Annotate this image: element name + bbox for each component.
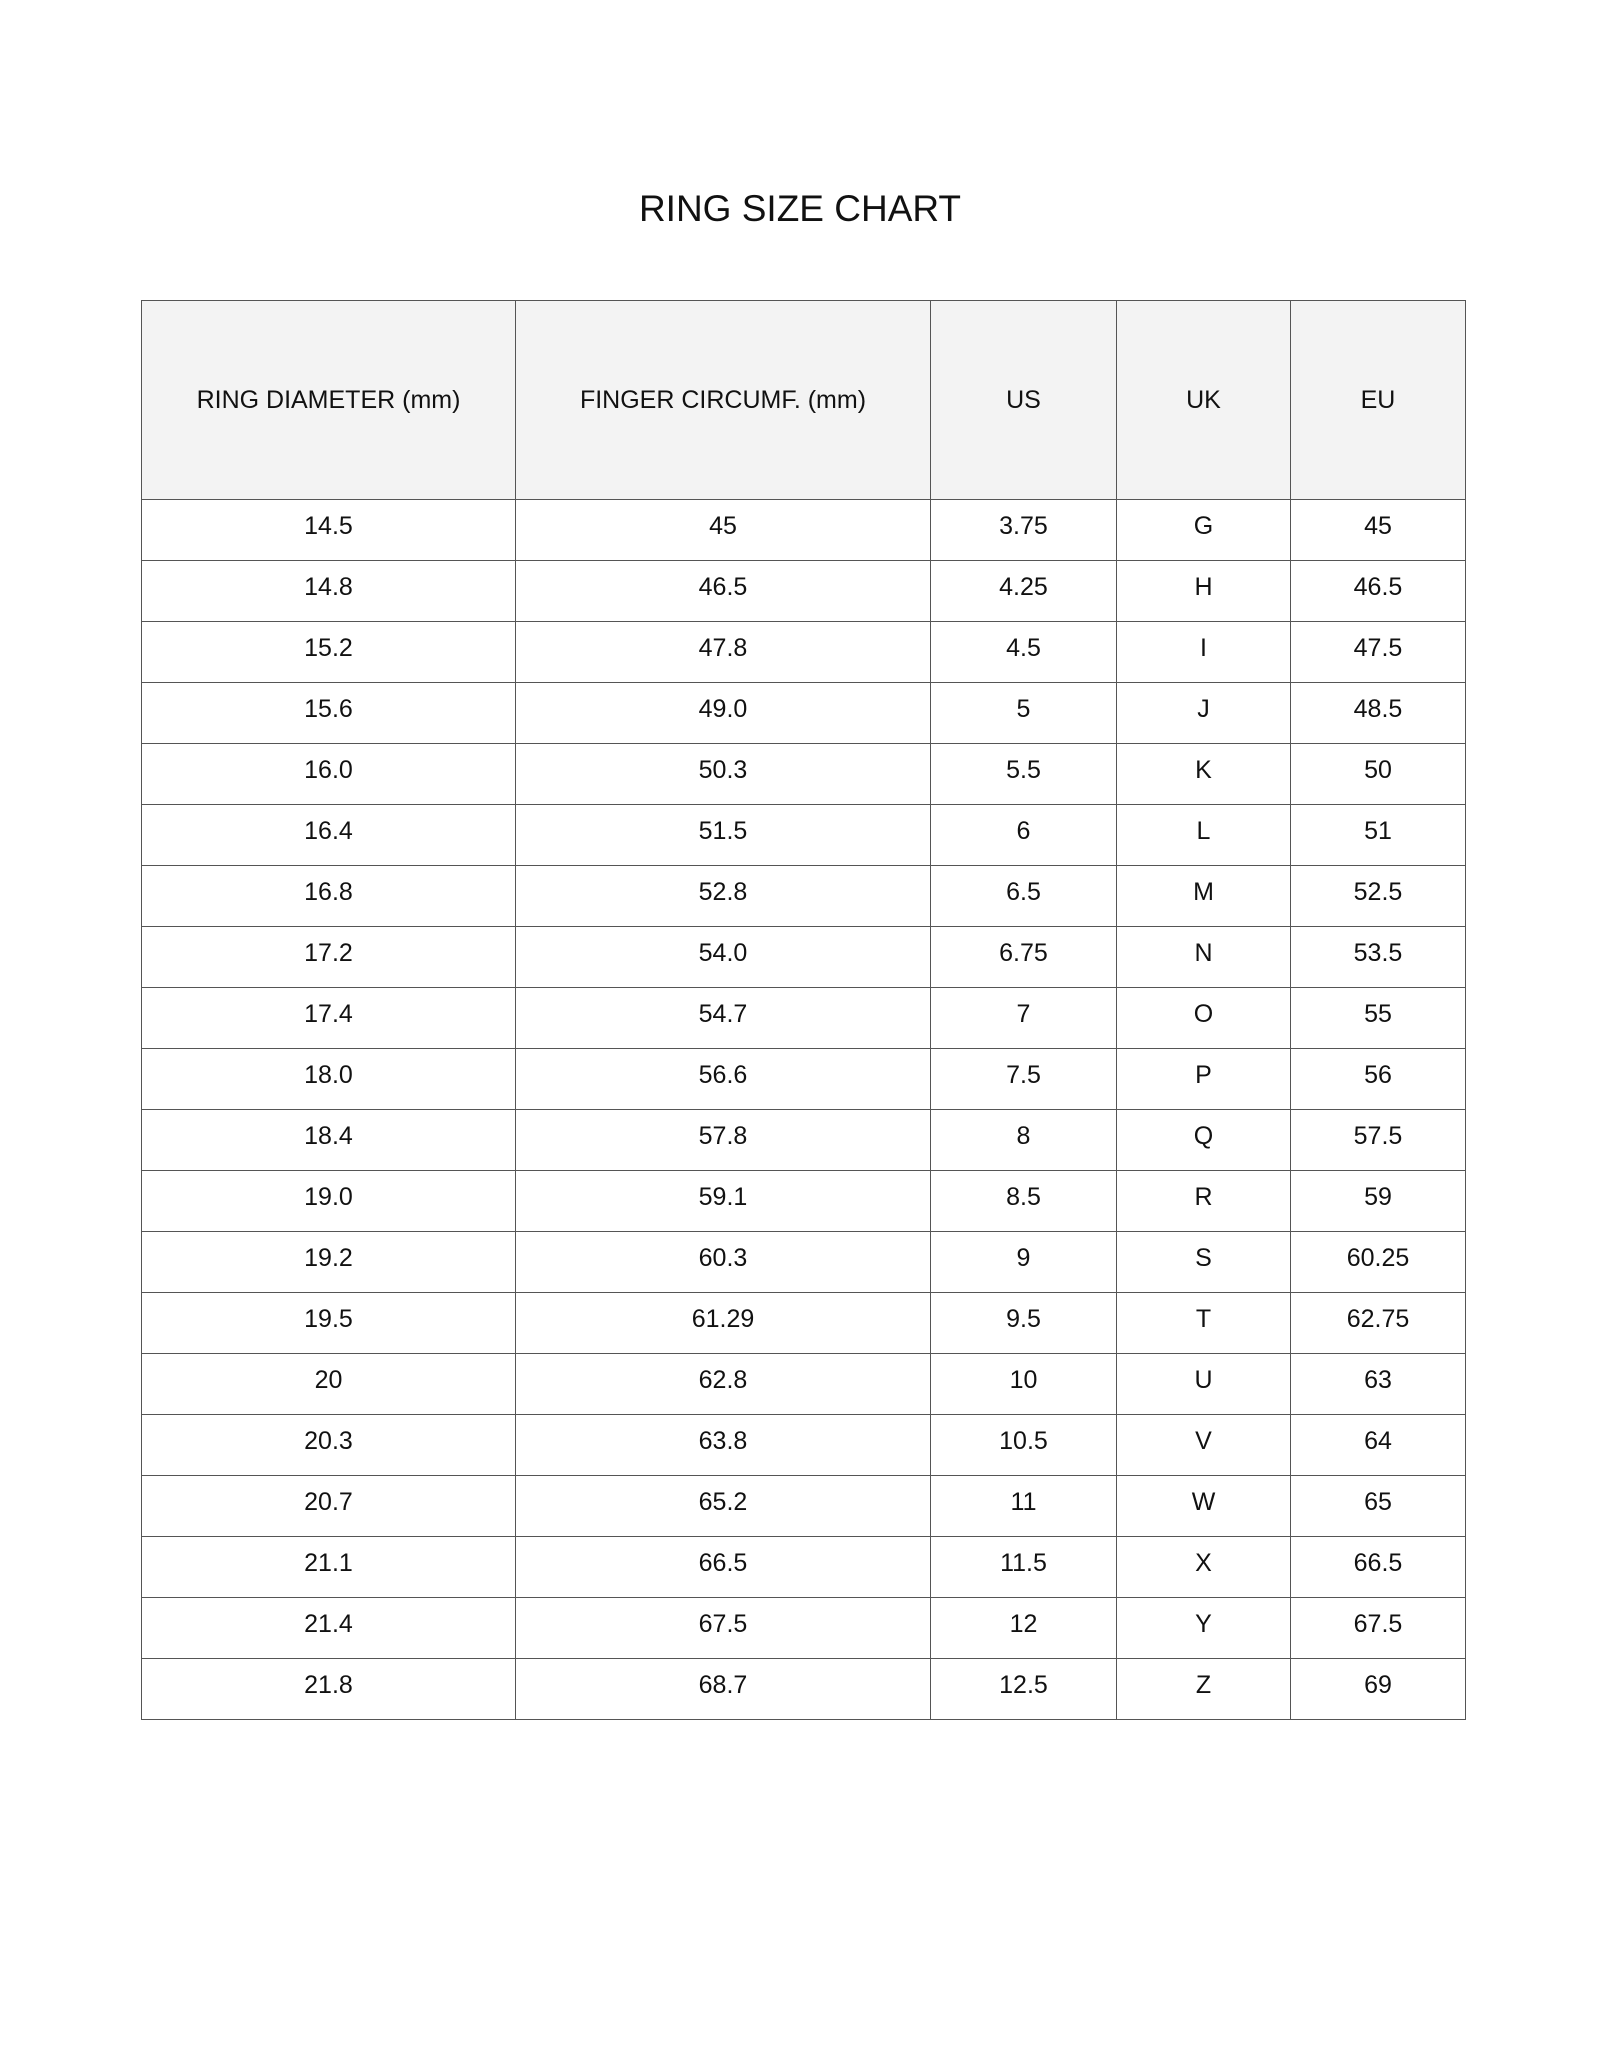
cell-finger-circumference: 67.5 [516, 1598, 931, 1659]
table-row [142, 561, 1466, 622]
cell-uk: I [1117, 622, 1291, 683]
cell-us: 12 [931, 1598, 1117, 1659]
cell-eu: 60.25 [1291, 1232, 1466, 1293]
table-row [142, 1171, 1466, 1232]
table-header-row [142, 301, 1466, 500]
cell-finger-circumference: 54.0 [516, 927, 931, 988]
cell-us: 6.75 [931, 927, 1117, 988]
cell-finger-circumference: 49.0 [516, 683, 931, 744]
cell-us: 5 [931, 683, 1117, 744]
cell-uk: J [1117, 683, 1291, 744]
cell-finger-circumference: 57.8 [516, 1110, 931, 1171]
cell-finger-circumference: 68.7 [516, 1659, 931, 1720]
cell-eu: 63 [1291, 1354, 1466, 1415]
cell-finger-circumference: 62.8 [516, 1354, 931, 1415]
header-us: US [931, 301, 1117, 500]
cell-eu: 53.5 [1291, 927, 1466, 988]
table-row [142, 1476, 1466, 1537]
table-row [142, 1598, 1466, 1659]
table-row [142, 805, 1466, 866]
cell-uk: Z [1117, 1659, 1291, 1720]
cell-eu: 51 [1291, 805, 1466, 866]
cell-finger-circumference: 52.8 [516, 866, 931, 927]
cell-ring-diameter: 20.7 [142, 1476, 516, 1537]
cell-eu: 48.5 [1291, 683, 1466, 744]
table-row [142, 1232, 1466, 1293]
table-row [142, 1659, 1466, 1720]
cell-finger-circumference: 59.1 [516, 1171, 931, 1232]
cell-finger-circumference: 47.8 [516, 622, 931, 683]
header-finger-circumference: FINGER CIRCUMF. (mm) [516, 301, 931, 500]
cell-ring-diameter: 14.5 [142, 500, 516, 561]
cell-finger-circumference: 61.29 [516, 1293, 931, 1354]
table-row [142, 1110, 1466, 1171]
cell-us: 10.5 [931, 1415, 1117, 1476]
table-row [142, 866, 1466, 927]
cell-ring-diameter: 21.8 [142, 1659, 516, 1720]
cell-finger-circumference: 60.3 [516, 1232, 931, 1293]
table-row [142, 1049, 1466, 1110]
table-row [142, 1415, 1466, 1476]
cell-us: 10 [931, 1354, 1117, 1415]
table-row [142, 744, 1466, 805]
table-row [142, 500, 1466, 561]
cell-uk: W [1117, 1476, 1291, 1537]
cell-uk: S [1117, 1232, 1291, 1293]
cell-finger-circumference: 63.8 [516, 1415, 931, 1476]
cell-eu: 59 [1291, 1171, 1466, 1232]
cell-uk: Q [1117, 1110, 1291, 1171]
cell-eu: 64 [1291, 1415, 1466, 1476]
cell-uk: T [1117, 1293, 1291, 1354]
page-title: RING SIZE CHART [638, 188, 962, 229]
cell-uk: R [1117, 1171, 1291, 1232]
cell-us: 12.5 [931, 1659, 1117, 1720]
cell-ring-diameter: 16.8 [142, 866, 516, 927]
cell-us: 3.75 [931, 500, 1117, 561]
cell-ring-diameter: 19.2 [142, 1232, 516, 1293]
cell-eu: 66.5 [1291, 1537, 1466, 1598]
cell-ring-diameter: 21.1 [142, 1537, 516, 1598]
cell-finger-circumference: 50.3 [516, 744, 931, 805]
table-row [142, 988, 1466, 1049]
cell-eu: 55 [1291, 988, 1466, 1049]
cell-eu: 46.5 [1291, 561, 1466, 622]
ring-size-table [141, 300, 1466, 1720]
table-row [142, 927, 1466, 988]
cell-us: 9.5 [931, 1293, 1117, 1354]
cell-ring-diameter: 19.5 [142, 1293, 516, 1354]
cell-uk: V [1117, 1415, 1291, 1476]
cell-finger-circumference: 45 [516, 500, 931, 561]
cell-us: 8.5 [931, 1171, 1117, 1232]
cell-ring-diameter: 18.0 [142, 1049, 516, 1110]
cell-ring-diameter: 16.0 [142, 744, 516, 805]
cell-us: 6 [931, 805, 1117, 866]
header-ring-diameter: RING DIAMETER (mm) [142, 301, 516, 500]
cell-ring-diameter: 17.2 [142, 927, 516, 988]
table-row [142, 1537, 1466, 1598]
cell-eu: 62.75 [1291, 1293, 1466, 1354]
cell-finger-circumference: 66.5 [516, 1537, 931, 1598]
cell-uk: O [1117, 988, 1291, 1049]
cell-eu: 47.5 [1291, 622, 1466, 683]
cell-uk: X [1117, 1537, 1291, 1598]
cell-finger-circumference: 51.5 [516, 805, 931, 866]
table-row [142, 683, 1466, 744]
cell-finger-circumference: 56.6 [516, 1049, 931, 1110]
cell-ring-diameter: 19.0 [142, 1171, 516, 1232]
cell-us: 9 [931, 1232, 1117, 1293]
cell-us: 11.5 [931, 1537, 1117, 1598]
cell-us: 4.25 [931, 561, 1117, 622]
cell-ring-diameter: 20.3 [142, 1415, 516, 1476]
header-uk: UK [1117, 301, 1291, 500]
cell-uk: H [1117, 561, 1291, 622]
table-body [142, 500, 1466, 1720]
cell-finger-circumference: 65.2 [516, 1476, 931, 1537]
cell-eu: 52.5 [1291, 866, 1466, 927]
cell-us: 7 [931, 988, 1117, 1049]
table-row [142, 622, 1466, 683]
cell-ring-diameter: 16.4 [142, 805, 516, 866]
cell-eu: 45 [1291, 500, 1466, 561]
cell-us: 6.5 [931, 866, 1117, 927]
header-eu: EU [1291, 301, 1466, 500]
cell-us: 8 [931, 1110, 1117, 1171]
cell-uk: Y [1117, 1598, 1291, 1659]
table-row [142, 1354, 1466, 1415]
cell-us: 7.5 [931, 1049, 1117, 1110]
cell-finger-circumference: 46.5 [516, 561, 931, 622]
cell-eu: 57.5 [1291, 1110, 1466, 1171]
cell-ring-diameter: 20 [142, 1354, 516, 1415]
cell-eu: 67.5 [1291, 1598, 1466, 1659]
cell-eu: 65 [1291, 1476, 1466, 1537]
cell-ring-diameter: 14.8 [142, 561, 516, 622]
cell-uk: U [1117, 1354, 1291, 1415]
cell-us: 5.5 [931, 744, 1117, 805]
cell-us: 4.5 [931, 622, 1117, 683]
cell-uk: M [1117, 866, 1291, 927]
cell-eu: 50 [1291, 744, 1466, 805]
cell-uk: G [1117, 500, 1291, 561]
cell-ring-diameter: 21.4 [142, 1598, 516, 1659]
cell-uk: K [1117, 744, 1291, 805]
cell-ring-diameter: 18.4 [142, 1110, 516, 1171]
cell-ring-diameter: 15.6 [142, 683, 516, 744]
cell-ring-diameter: 15.2 [142, 622, 516, 683]
cell-eu: 56 [1291, 1049, 1466, 1110]
cell-uk: P [1117, 1049, 1291, 1110]
cell-uk: N [1117, 927, 1291, 988]
cell-eu: 69 [1291, 1659, 1466, 1720]
cell-finger-circumference: 54.7 [516, 988, 931, 1049]
cell-ring-diameter: 17.4 [142, 988, 516, 1049]
cell-us: 11 [931, 1476, 1117, 1537]
cell-uk: L [1117, 805, 1291, 866]
table-row [142, 1293, 1466, 1354]
